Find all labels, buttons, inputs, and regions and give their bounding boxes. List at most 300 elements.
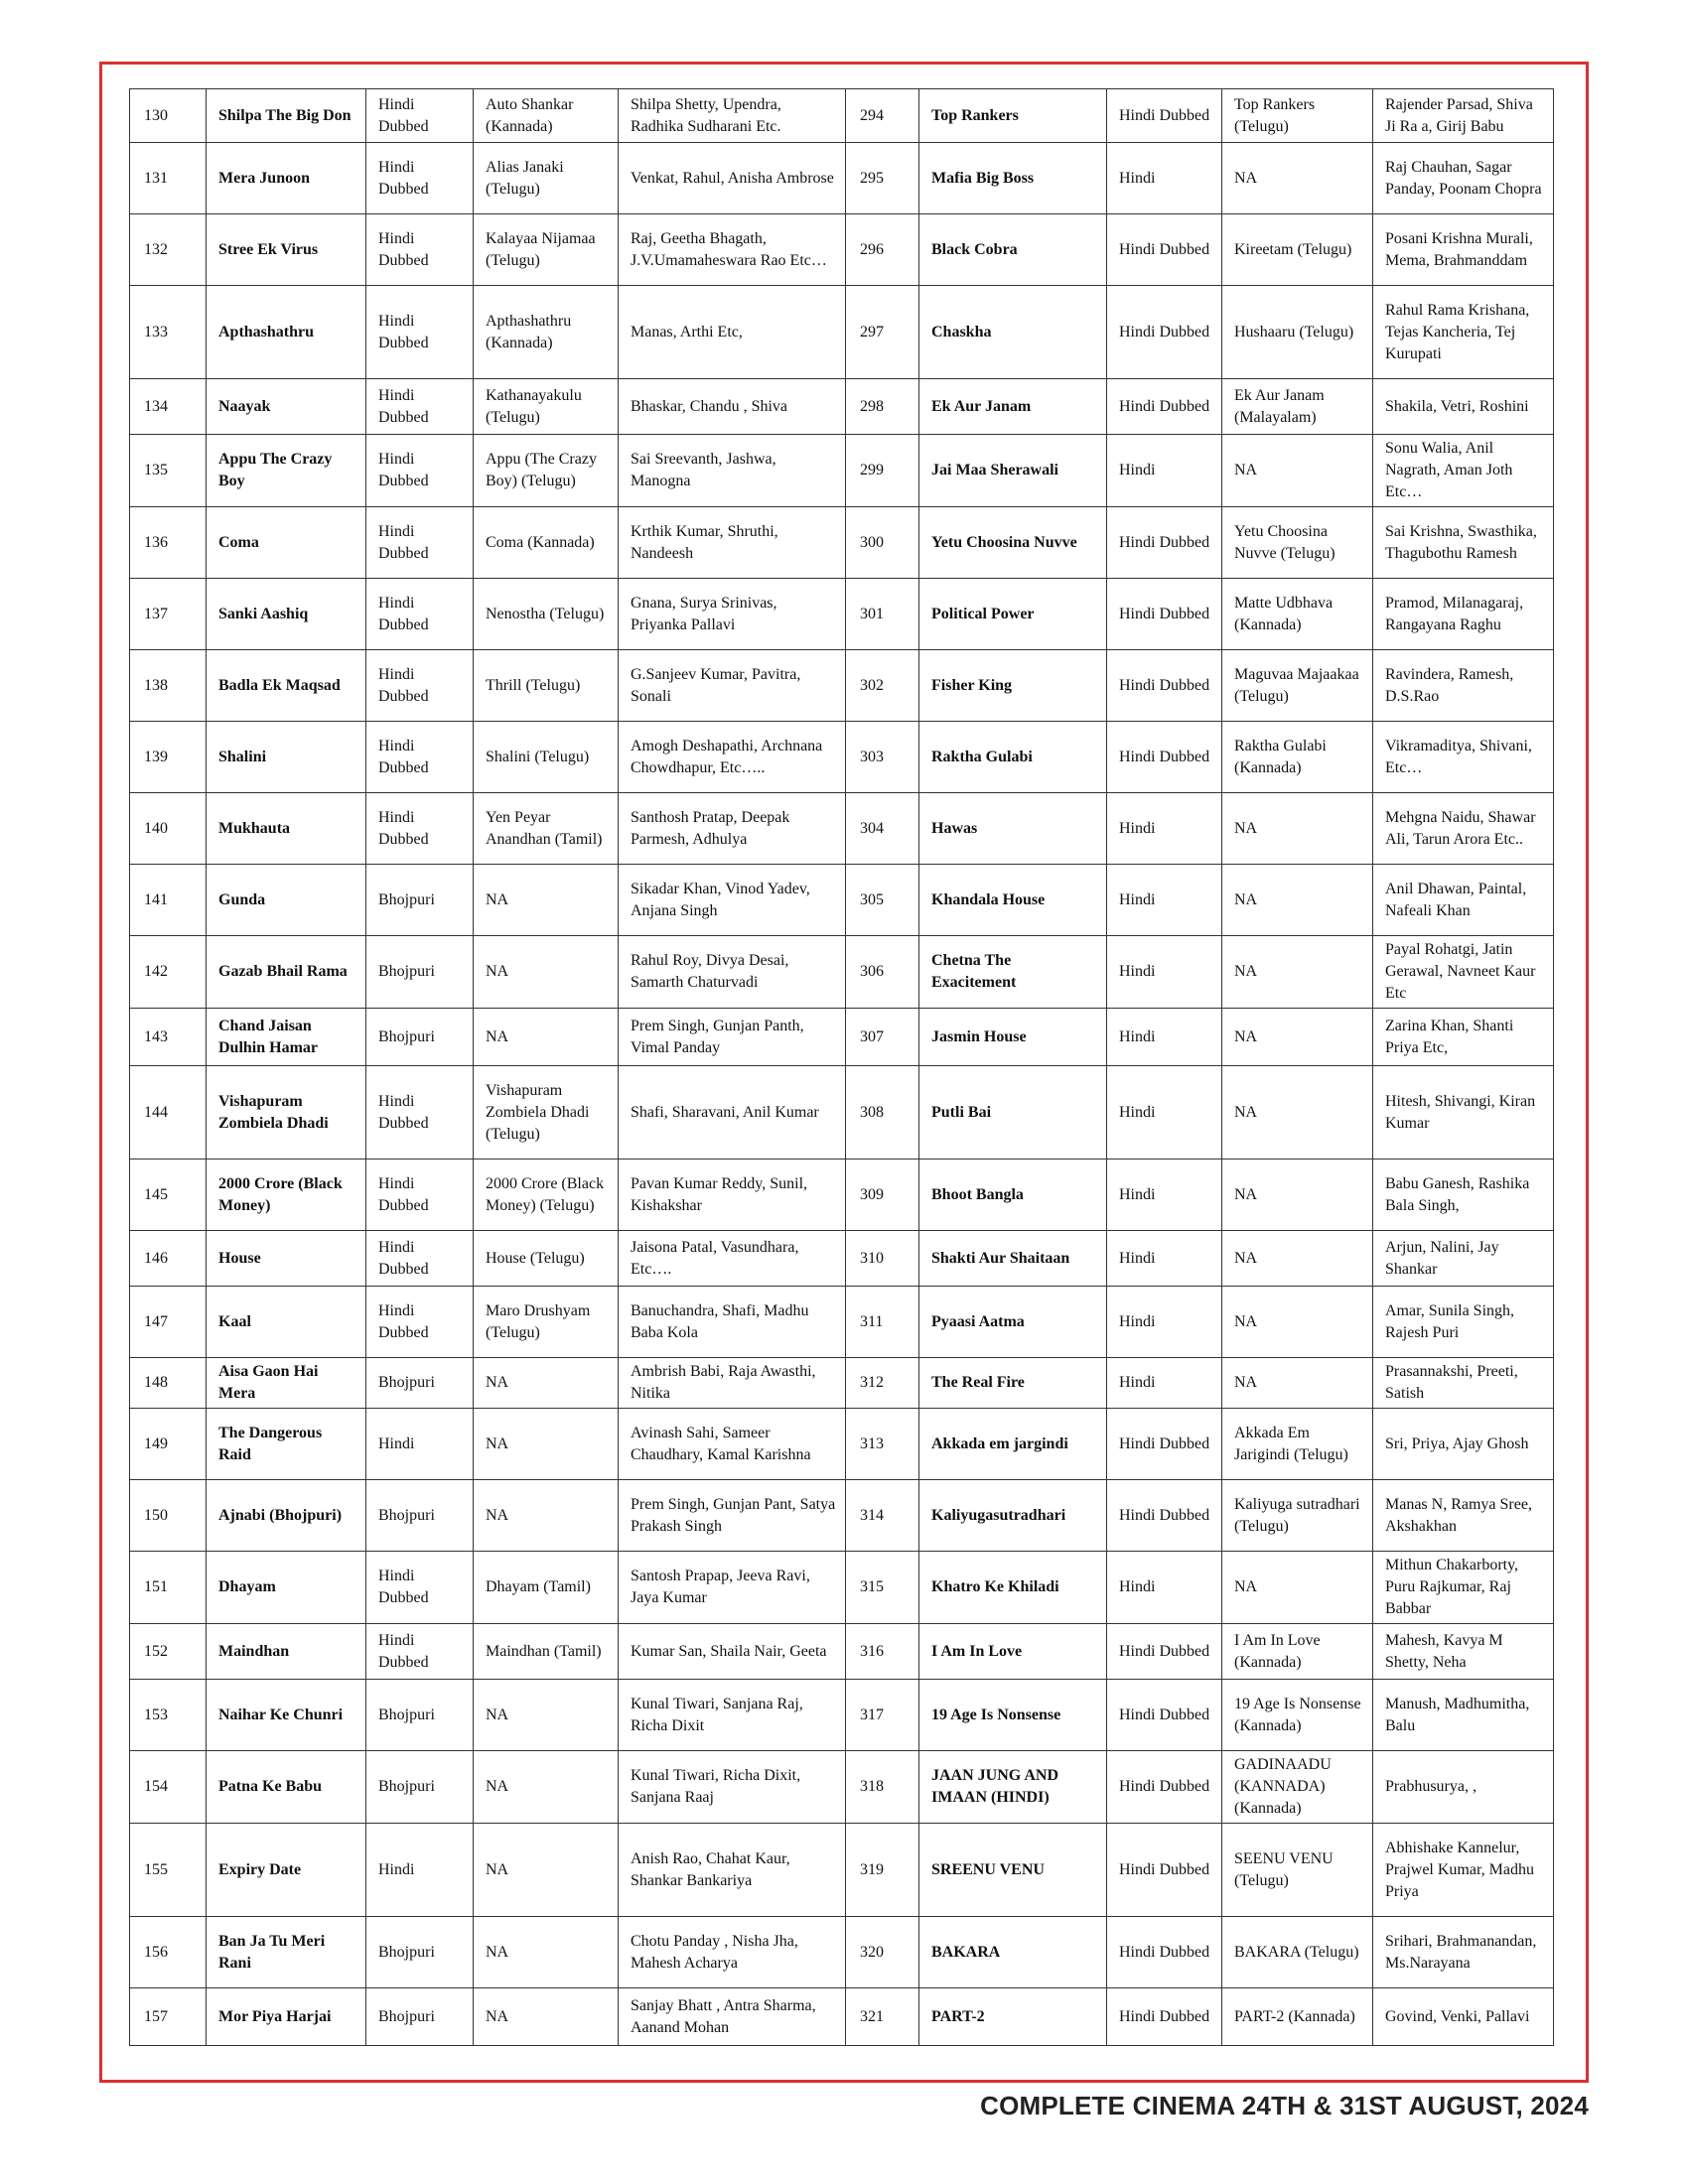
film-language: Hindi <box>1107 1552 1222 1624</box>
film-number: 140 <box>130 793 207 865</box>
film-language: Hindi Dubbed <box>1107 722 1222 793</box>
film-language: Hindi Dubbed <box>366 89 474 143</box>
film-language: Hindi Dubbed <box>366 143 474 214</box>
film-number: 145 <box>130 1160 207 1231</box>
original-title: 2000 Crore (Black Money) (Telugu) <box>474 1160 619 1231</box>
film-title: Shalini <box>207 722 366 793</box>
film-number: 305 <box>846 865 919 936</box>
original-title: PART-2 (Kannada) <box>1222 1988 1373 2046</box>
film-number: 138 <box>130 650 207 722</box>
film-number: 319 <box>846 1824 919 1917</box>
film-language: Hindi Dubbed <box>1107 1624 1222 1680</box>
film-language: Bhojpuri <box>366 865 474 936</box>
film-number: 141 <box>130 865 207 936</box>
table-row <box>130 793 1554 865</box>
original-title: NA <box>474 1824 619 1917</box>
table-row <box>130 1824 1554 1917</box>
film-cast: Avinash Sahi, Sameer Chaudhary, Kamal Karishna <box>619 1409 846 1480</box>
film-title: Gazab Bhail Rama <box>207 936 366 1009</box>
footer-publication-line: COMPLETE CINEMA 24TH & 31ST AUGUST, 2024 <box>980 2091 1589 2120</box>
film-title: Ajnabi (Bhojpuri) <box>207 1480 366 1552</box>
film-number: 142 <box>130 936 207 1009</box>
film-language: Hindi Dubbed <box>1107 1824 1222 1917</box>
film-language: Hindi Dubbed <box>1107 1988 1222 2046</box>
original-title: NA <box>1222 143 1373 214</box>
film-title: Maindhan <box>207 1624 366 1680</box>
film-title: Kaliyugasutradhari <box>919 1480 1107 1552</box>
film-language: Hindi <box>366 1409 474 1480</box>
film-language: Hindi Dubbed <box>366 507 474 579</box>
film-language: Hindi Dubbed <box>1107 214 1222 286</box>
film-language: Hindi Dubbed <box>1107 579 1222 650</box>
table-row <box>130 379 1554 435</box>
film-title: Expiry Date <box>207 1824 366 1917</box>
film-language: Hindi Dubbed <box>1107 379 1222 435</box>
film-cast: Prem Singh, Gunjan Panth, Vimal Panday <box>619 1009 846 1066</box>
original-title: NA <box>474 1009 619 1066</box>
film-cast: Abhishake Kannelur, Prajwel Kumar, Madhu Priya <box>1373 1824 1554 1917</box>
table-row <box>130 1680 1554 1751</box>
film-cast: Zarina Khan, Shanti Priya Etc, <box>1373 1009 1554 1066</box>
table-row <box>130 89 1554 143</box>
film-language: Hindi <box>1107 1066 1222 1160</box>
film-language: Hindi <box>1107 1287 1222 1358</box>
original-title: Yen Peyar Anandhan (Tamil) <box>474 793 619 865</box>
film-cast: Kunal Tiwari, Sanjana Raj, Richa Dixit <box>619 1680 846 1751</box>
film-cast: Ravindera, Ramesh, D.S.Rao <box>1373 650 1554 722</box>
film-title: Shilpa The Big Don <box>207 89 366 143</box>
film-language: Hindi <box>1107 435 1222 507</box>
film-number: 300 <box>846 507 919 579</box>
film-language: Hindi Dubbed <box>366 286 474 379</box>
film-language: Hindi Dubbed <box>1107 1917 1222 1988</box>
film-number: 296 <box>846 214 919 286</box>
film-cast: Gnana, Surya Srinivas, Priyanka Pallavi <box>619 579 846 650</box>
film-number: 297 <box>846 286 919 379</box>
table-row <box>130 1160 1554 1231</box>
film-number: 304 <box>846 793 919 865</box>
film-title: Pyaasi Aatma <box>919 1287 1107 1358</box>
table-row <box>130 1287 1554 1358</box>
film-number: 302 <box>846 650 919 722</box>
film-language: Hindi Dubbed <box>366 1624 474 1680</box>
film-cast: Shakila, Vetri, Roshini <box>1373 379 1554 435</box>
film-title: Appu The Crazy Boy <box>207 435 366 507</box>
film-title: Kaal <box>207 1287 366 1358</box>
table-row <box>130 1480 1554 1552</box>
film-title: 19 Age Is Nonsense <box>919 1680 1107 1751</box>
film-number: 151 <box>130 1552 207 1624</box>
film-title: JAAN JUNG AND IMAAN (HINDI) <box>919 1751 1107 1824</box>
film-cast: Banuchandra, Shafi, Madhu Baba Kola <box>619 1287 846 1358</box>
table-row <box>130 1624 1554 1680</box>
original-title: I Am In Love (Kannada) <box>1222 1624 1373 1680</box>
original-title: SEENU VENU (Telugu) <box>1222 1824 1373 1917</box>
film-title: Badla Ek Maqsad <box>207 650 366 722</box>
film-language: Bhojpuri <box>366 1480 474 1552</box>
film-list-table <box>129 88 1554 2046</box>
film-cast: Krthik Kumar, Shruthi, Nandeesh <box>619 507 846 579</box>
table-row <box>130 507 1554 579</box>
film-cast: Sai Sreevanth, Jashwa, Manogna <box>619 435 846 507</box>
film-title: Ban Ja Tu Meri Rani <box>207 1917 366 1988</box>
original-title: Coma (Kannada) <box>474 507 619 579</box>
film-language: Hindi <box>1107 1231 1222 1287</box>
film-title: Mera Junoon <box>207 143 366 214</box>
table-row <box>130 650 1554 722</box>
table-row <box>130 865 1554 936</box>
film-language: Bhojpuri <box>366 1680 474 1751</box>
film-number: 294 <box>846 89 919 143</box>
original-title: NA <box>474 1917 619 1988</box>
film-number: 131 <box>130 143 207 214</box>
table-row <box>130 1988 1554 2046</box>
film-cast: Govind, Venki, Pallavi <box>1373 1988 1554 2046</box>
original-title: Kathanayakulu (Telugu) <box>474 379 619 435</box>
film-number: 155 <box>130 1824 207 1917</box>
film-language: Hindi <box>1107 1358 1222 1409</box>
film-language: Hindi Dubbed <box>366 1287 474 1358</box>
film-number: 295 <box>846 143 919 214</box>
original-title: Matte Udbhava (Kannada) <box>1222 579 1373 650</box>
table-row <box>130 1917 1554 1988</box>
film-cast: Amogh Deshapathi, Archnana Chowdhapur, Etc….. <box>619 722 846 793</box>
film-title: Naayak <box>207 379 366 435</box>
film-language: Bhojpuri <box>366 1009 474 1066</box>
original-title: Maguvaa Majaakaa (Telugu) <box>1222 650 1373 722</box>
film-title: Akkada em jargindi <box>919 1409 1107 1480</box>
film-title: Bhoot Bangla <box>919 1160 1107 1231</box>
film-title: Khandala House <box>919 865 1107 936</box>
film-number: 315 <box>846 1552 919 1624</box>
film-number: 312 <box>846 1358 919 1409</box>
film-cast: Raj, Geetha Bhagath, J.V.Umamaheswara Rao Etc… <box>619 214 846 286</box>
original-title: NA <box>474 1680 619 1751</box>
film-cast: Manush, Madhumitha, Balu <box>1373 1680 1554 1751</box>
film-cast: Santhosh Pratap, Deepak Parmesh, Adhulya <box>619 793 846 865</box>
film-number: 298 <box>846 379 919 435</box>
original-title: Alias Janaki (Telugu) <box>474 143 619 214</box>
original-title: NA <box>1222 435 1373 507</box>
film-cast: Sri, Priya, Ajay Ghosh <box>1373 1409 1554 1480</box>
film-number: 146 <box>130 1231 207 1287</box>
original-title: Thrill (Telugu) <box>474 650 619 722</box>
film-number: 309 <box>846 1160 919 1231</box>
film-title: Gunda <box>207 865 366 936</box>
film-title: PART-2 <box>919 1988 1107 2046</box>
table-row <box>130 1552 1554 1624</box>
film-number: 157 <box>130 1988 207 2046</box>
film-language: Hindi Dubbed <box>366 379 474 435</box>
film-cast: Babu Ganesh, Rashika Bala Singh, <box>1373 1160 1554 1231</box>
table-row <box>130 936 1554 1009</box>
film-cast: Raj Chauhan, Sagar Panday, Poonam Chopra <box>1373 143 1554 214</box>
original-title: Maindhan (Tamil) <box>474 1624 619 1680</box>
original-title: Auto Shankar (Kannada) <box>474 89 619 143</box>
film-cast: Payal Rohatgi, Jatin Gerawal, Navneet Kaur Etc <box>1373 936 1554 1009</box>
film-title: Top Rankers <box>919 89 1107 143</box>
original-title: NA <box>1222 1066 1373 1160</box>
table-row <box>130 1358 1554 1409</box>
film-cast: Pavan Kumar Reddy, Sunil, Kishakshar <box>619 1160 846 1231</box>
film-title: Mukhauta <box>207 793 366 865</box>
film-title: Jasmin House <box>919 1009 1107 1066</box>
original-title: Hushaaru (Telugu) <box>1222 286 1373 379</box>
film-cast: Santosh Prapap, Jeeva Ravi, Jaya Kumar <box>619 1552 846 1624</box>
film-cast: Shafi, Sharavani, Anil Kumar <box>619 1066 846 1160</box>
original-title: NA <box>1222 1287 1373 1358</box>
film-title: Fisher King <box>919 650 1107 722</box>
film-title: Apthashathru <box>207 286 366 379</box>
film-language: Hindi Dubbed <box>1107 1409 1222 1480</box>
table-row <box>130 722 1554 793</box>
film-title: Sanki Aashiq <box>207 579 366 650</box>
film-number: 144 <box>130 1066 207 1160</box>
page-border <box>99 62 1589 2083</box>
film-number: 152 <box>130 1624 207 1680</box>
original-title: NA <box>1222 1552 1373 1624</box>
film-number: 303 <box>846 722 919 793</box>
original-title: Nenostha (Telugu) <box>474 579 619 650</box>
film-language: Hindi Dubbed <box>366 579 474 650</box>
film-language: Hindi <box>1107 1009 1222 1066</box>
film-number: 301 <box>846 579 919 650</box>
film-title: House <box>207 1231 366 1287</box>
film-language: Hindi Dubbed <box>1107 650 1222 722</box>
film-language: Hindi Dubbed <box>366 214 474 286</box>
table-row <box>130 286 1554 379</box>
original-title: NA <box>474 1409 619 1480</box>
table-row <box>130 579 1554 650</box>
film-number: 148 <box>130 1358 207 1409</box>
film-cast: Sikadar Khan, Vinod Yadev, Anjana Singh <box>619 865 846 936</box>
film-number: 321 <box>846 1988 919 2046</box>
original-title: NA <box>1222 865 1373 936</box>
original-title: House (Telugu) <box>474 1231 619 1287</box>
film-title: Mafia Big Boss <box>919 143 1107 214</box>
film-cast: Hitesh, Shivangi, Kiran Kumar <box>1373 1066 1554 1160</box>
original-title: NA <box>474 1358 619 1409</box>
film-number: 311 <box>846 1287 919 1358</box>
film-title: Naihar Ke Chunri <box>207 1680 366 1751</box>
original-title: NA <box>474 865 619 936</box>
film-number: 313 <box>846 1409 919 1480</box>
film-cast: Arjun, Nalini, Jay Shankar <box>1373 1231 1554 1287</box>
film-title: SREENU VENU <box>919 1824 1107 1917</box>
original-title: Vishapuram Zombiela Dhadi (Telugu) <box>474 1066 619 1160</box>
original-title: NA <box>1222 1231 1373 1287</box>
film-cast: Vikramaditya, Shivani, Etc… <box>1373 722 1554 793</box>
film-title: Patna Ke Babu <box>207 1751 366 1824</box>
film-title: Chaskha <box>919 286 1107 379</box>
film-title: Putli Bai <box>919 1066 1107 1160</box>
film-number: 306 <box>846 936 919 1009</box>
film-title: Aisa Gaon Hai Mera <box>207 1358 366 1409</box>
table-row <box>130 143 1554 214</box>
original-title: Kaliyuga sutradhari (Telugu) <box>1222 1480 1373 1552</box>
original-title: Kireetam (Telugu) <box>1222 214 1373 286</box>
film-number: 156 <box>130 1917 207 1988</box>
original-title: 19 Age Is Nonsense (Kannada) <box>1222 1680 1373 1751</box>
film-language: Hindi Dubbed <box>1107 507 1222 579</box>
film-title: The Real Fire <box>919 1358 1107 1409</box>
film-language: Hindi <box>1107 1160 1222 1231</box>
original-title: GADINAADU (KANNADA) (Kannada) <box>1222 1751 1373 1824</box>
original-title: Akkada Em Jarigindi (Telugu) <box>1222 1409 1373 1480</box>
film-title: Chetna The Exacitement <box>919 936 1107 1009</box>
table-row <box>130 214 1554 286</box>
film-language: Hindi Dubbed <box>366 1231 474 1287</box>
original-title: NA <box>1222 936 1373 1009</box>
original-title: Shalini (Telugu) <box>474 722 619 793</box>
film-language: Bhojpuri <box>366 1751 474 1824</box>
film-cast: G.Sanjeev Kumar, Pavitra, Sonali <box>619 650 846 722</box>
film-number: 316 <box>846 1624 919 1680</box>
original-title: NA <box>474 1480 619 1552</box>
film-number: 307 <box>846 1009 919 1066</box>
film-number: 317 <box>846 1680 919 1751</box>
film-cast: Prasannakshi, Preeti, Satish <box>1373 1358 1554 1409</box>
film-cast: Shilpa Shetty, Upendra, Radhika Sudharani Etc. <box>619 89 846 143</box>
film-cast: Rahul Rama Krishana, Tejas Kancheria, Tej Kurupati <box>1373 286 1554 379</box>
film-cast: Rajender Parsad, Shiva Ji Ra a, Girij Babu <box>1373 89 1554 143</box>
original-title: NA <box>474 1751 619 1824</box>
original-title: Top Rankers (Telugu) <box>1222 89 1373 143</box>
film-cast: Manas, Arthi Etc, <box>619 286 846 379</box>
film-title: Ek Aur Janam <box>919 379 1107 435</box>
film-cast: Venkat, Rahul, Anisha Ambrose <box>619 143 846 214</box>
original-title: NA <box>474 936 619 1009</box>
film-number: 143 <box>130 1009 207 1066</box>
film-cast: Sai Krishna, Swasthika, Thagubothu Ramesh <box>1373 507 1554 579</box>
film-cast: Mahesh, Kavya M Shetty, Neha <box>1373 1624 1554 1680</box>
film-number: 132 <box>130 214 207 286</box>
film-language: Bhojpuri <box>366 936 474 1009</box>
film-cast: Chotu Panday , Nisha Jha, Mahesh Acharya <box>619 1917 846 1988</box>
film-language: Hindi Dubbed <box>366 722 474 793</box>
film-number: 147 <box>130 1287 207 1358</box>
film-title: Raktha Gulabi <box>919 722 1107 793</box>
film-language: Hindi Dubbed <box>366 1066 474 1160</box>
film-language: Bhojpuri <box>366 1358 474 1409</box>
original-title: NA <box>1222 1160 1373 1231</box>
film-language: Hindi Dubbed <box>366 435 474 507</box>
film-number: 153 <box>130 1680 207 1751</box>
film-title: Stree Ek Virus <box>207 214 366 286</box>
film-number: 136 <box>130 507 207 579</box>
film-title: Chand Jaisan Dulhin Hamar <box>207 1009 366 1066</box>
film-title: 2000 Crore (Black Money) <box>207 1160 366 1231</box>
film-cast: Sanjay Bhatt , Antra Sharma, Aanand Mohan <box>619 1988 846 2046</box>
table-row <box>130 1009 1554 1066</box>
film-language: Bhojpuri <box>366 1988 474 2046</box>
film-number: 137 <box>130 579 207 650</box>
film-cast: Rahul Roy, Divya Desai, Samarth Chaturvadi <box>619 936 846 1009</box>
original-title: Raktha Gulabi (Kannada) <box>1222 722 1373 793</box>
film-cast: Srihari, Brahmanandan, Ms.Narayana <box>1373 1917 1554 1988</box>
original-title: Appu (The Crazy Boy) (Telugu) <box>474 435 619 507</box>
film-cast: Mithun Chakarborty, Puru Rajkumar, Raj Babbar <box>1373 1552 1554 1624</box>
film-title: Mor Piya Harjai <box>207 1988 366 2046</box>
film-cast: Kunal Tiwari, Richa Dixit, Sanjana Raaj <box>619 1751 846 1824</box>
film-title: Yetu Choosina Nuvve <box>919 507 1107 579</box>
film-language: Hindi <box>1107 936 1222 1009</box>
film-cast: Kumar San, Shaila Nair, Geeta <box>619 1624 846 1680</box>
original-title: Dhayam (Tamil) <box>474 1552 619 1624</box>
film-number: 308 <box>846 1066 919 1160</box>
film-cast: Amar, Sunila Singh, Rajesh Puri <box>1373 1287 1554 1358</box>
film-title: Jai Maa Sherawali <box>919 435 1107 507</box>
film-cast: Jaisona Patal, Vasundhara, Etc…. <box>619 1231 846 1287</box>
film-title: Dhayam <box>207 1552 366 1624</box>
film-number: 154 <box>130 1751 207 1824</box>
original-title: Ek Aur Janam (Malayalam) <box>1222 379 1373 435</box>
film-number: 299 <box>846 435 919 507</box>
film-title: Coma <box>207 507 366 579</box>
film-cast: Manas N, Ramya Sree, Akshakhan <box>1373 1480 1554 1552</box>
film-cast: Pramod, Milanagaraj, Rangayana Raghu <box>1373 579 1554 650</box>
original-title: Yetu Choosina Nuvve (Telugu) <box>1222 507 1373 579</box>
film-cast: Ambrish Babi, Raja Awasthi, Nitika <box>619 1358 846 1409</box>
film-language: Hindi <box>1107 793 1222 865</box>
film-number: 320 <box>846 1917 919 1988</box>
film-number: 314 <box>846 1480 919 1552</box>
original-title: NA <box>1222 1009 1373 1066</box>
film-title: Black Cobra <box>919 214 1107 286</box>
film-number: 139 <box>130 722 207 793</box>
film-language: Hindi Dubbed <box>366 650 474 722</box>
film-number: 310 <box>846 1231 919 1287</box>
film-title: Khatro Ke Khiladi <box>919 1552 1107 1624</box>
film-cast: Mehgna Naidu, Shawar Ali, Tarun Arora Etc.. <box>1373 793 1554 865</box>
film-language: Hindi Dubbed <box>1107 1480 1222 1552</box>
film-language: Hindi Dubbed <box>366 1552 474 1624</box>
film-title: Hawas <box>919 793 1107 865</box>
film-language: Hindi <box>1107 143 1222 214</box>
film-number: 150 <box>130 1480 207 1552</box>
film-cast: Posani Krishna Murali, Mema, Brahmanddam <box>1373 214 1554 286</box>
film-cast: Prem Singh, Gunjan Pant, Satya Prakash Singh <box>619 1480 846 1552</box>
table-row <box>130 1066 1554 1160</box>
film-language: Hindi Dubbed <box>366 793 474 865</box>
film-cast: Anish Rao, Chahat Kaur, Shankar Bankariya <box>619 1824 846 1917</box>
original-title: BAKARA (Telugu) <box>1222 1917 1373 1988</box>
table-row <box>130 1409 1554 1480</box>
film-title: BAKARA <box>919 1917 1107 1988</box>
original-title: NA <box>474 1988 619 2046</box>
original-title: NA <box>1222 1358 1373 1409</box>
table-row <box>130 435 1554 507</box>
film-language: Hindi <box>1107 865 1222 936</box>
film-language: Bhojpuri <box>366 1917 474 1988</box>
film-cast: Prabhusurya, , <box>1373 1751 1554 1824</box>
film-language: Hindi Dubbed <box>1107 286 1222 379</box>
table-row <box>130 1231 1554 1287</box>
original-title: Kalayaa Nijamaa (Telugu) <box>474 214 619 286</box>
film-language: Hindi <box>366 1824 474 1917</box>
film-title: Political Power <box>919 579 1107 650</box>
film-number: 130 <box>130 89 207 143</box>
film-number: 135 <box>130 435 207 507</box>
film-cast: Bhaskar, Chandu , Shiva <box>619 379 846 435</box>
film-language: Hindi Dubbed <box>1107 89 1222 143</box>
film-title: Vishapuram Zombiela Dhadi <box>207 1066 366 1160</box>
table-row <box>130 1751 1554 1824</box>
film-number: 133 <box>130 286 207 379</box>
original-title: Apthashathru (Kannada) <box>474 286 619 379</box>
film-title: Shakti Aur Shaitaan <box>919 1231 1107 1287</box>
film-language: Hindi Dubbed <box>1107 1680 1222 1751</box>
